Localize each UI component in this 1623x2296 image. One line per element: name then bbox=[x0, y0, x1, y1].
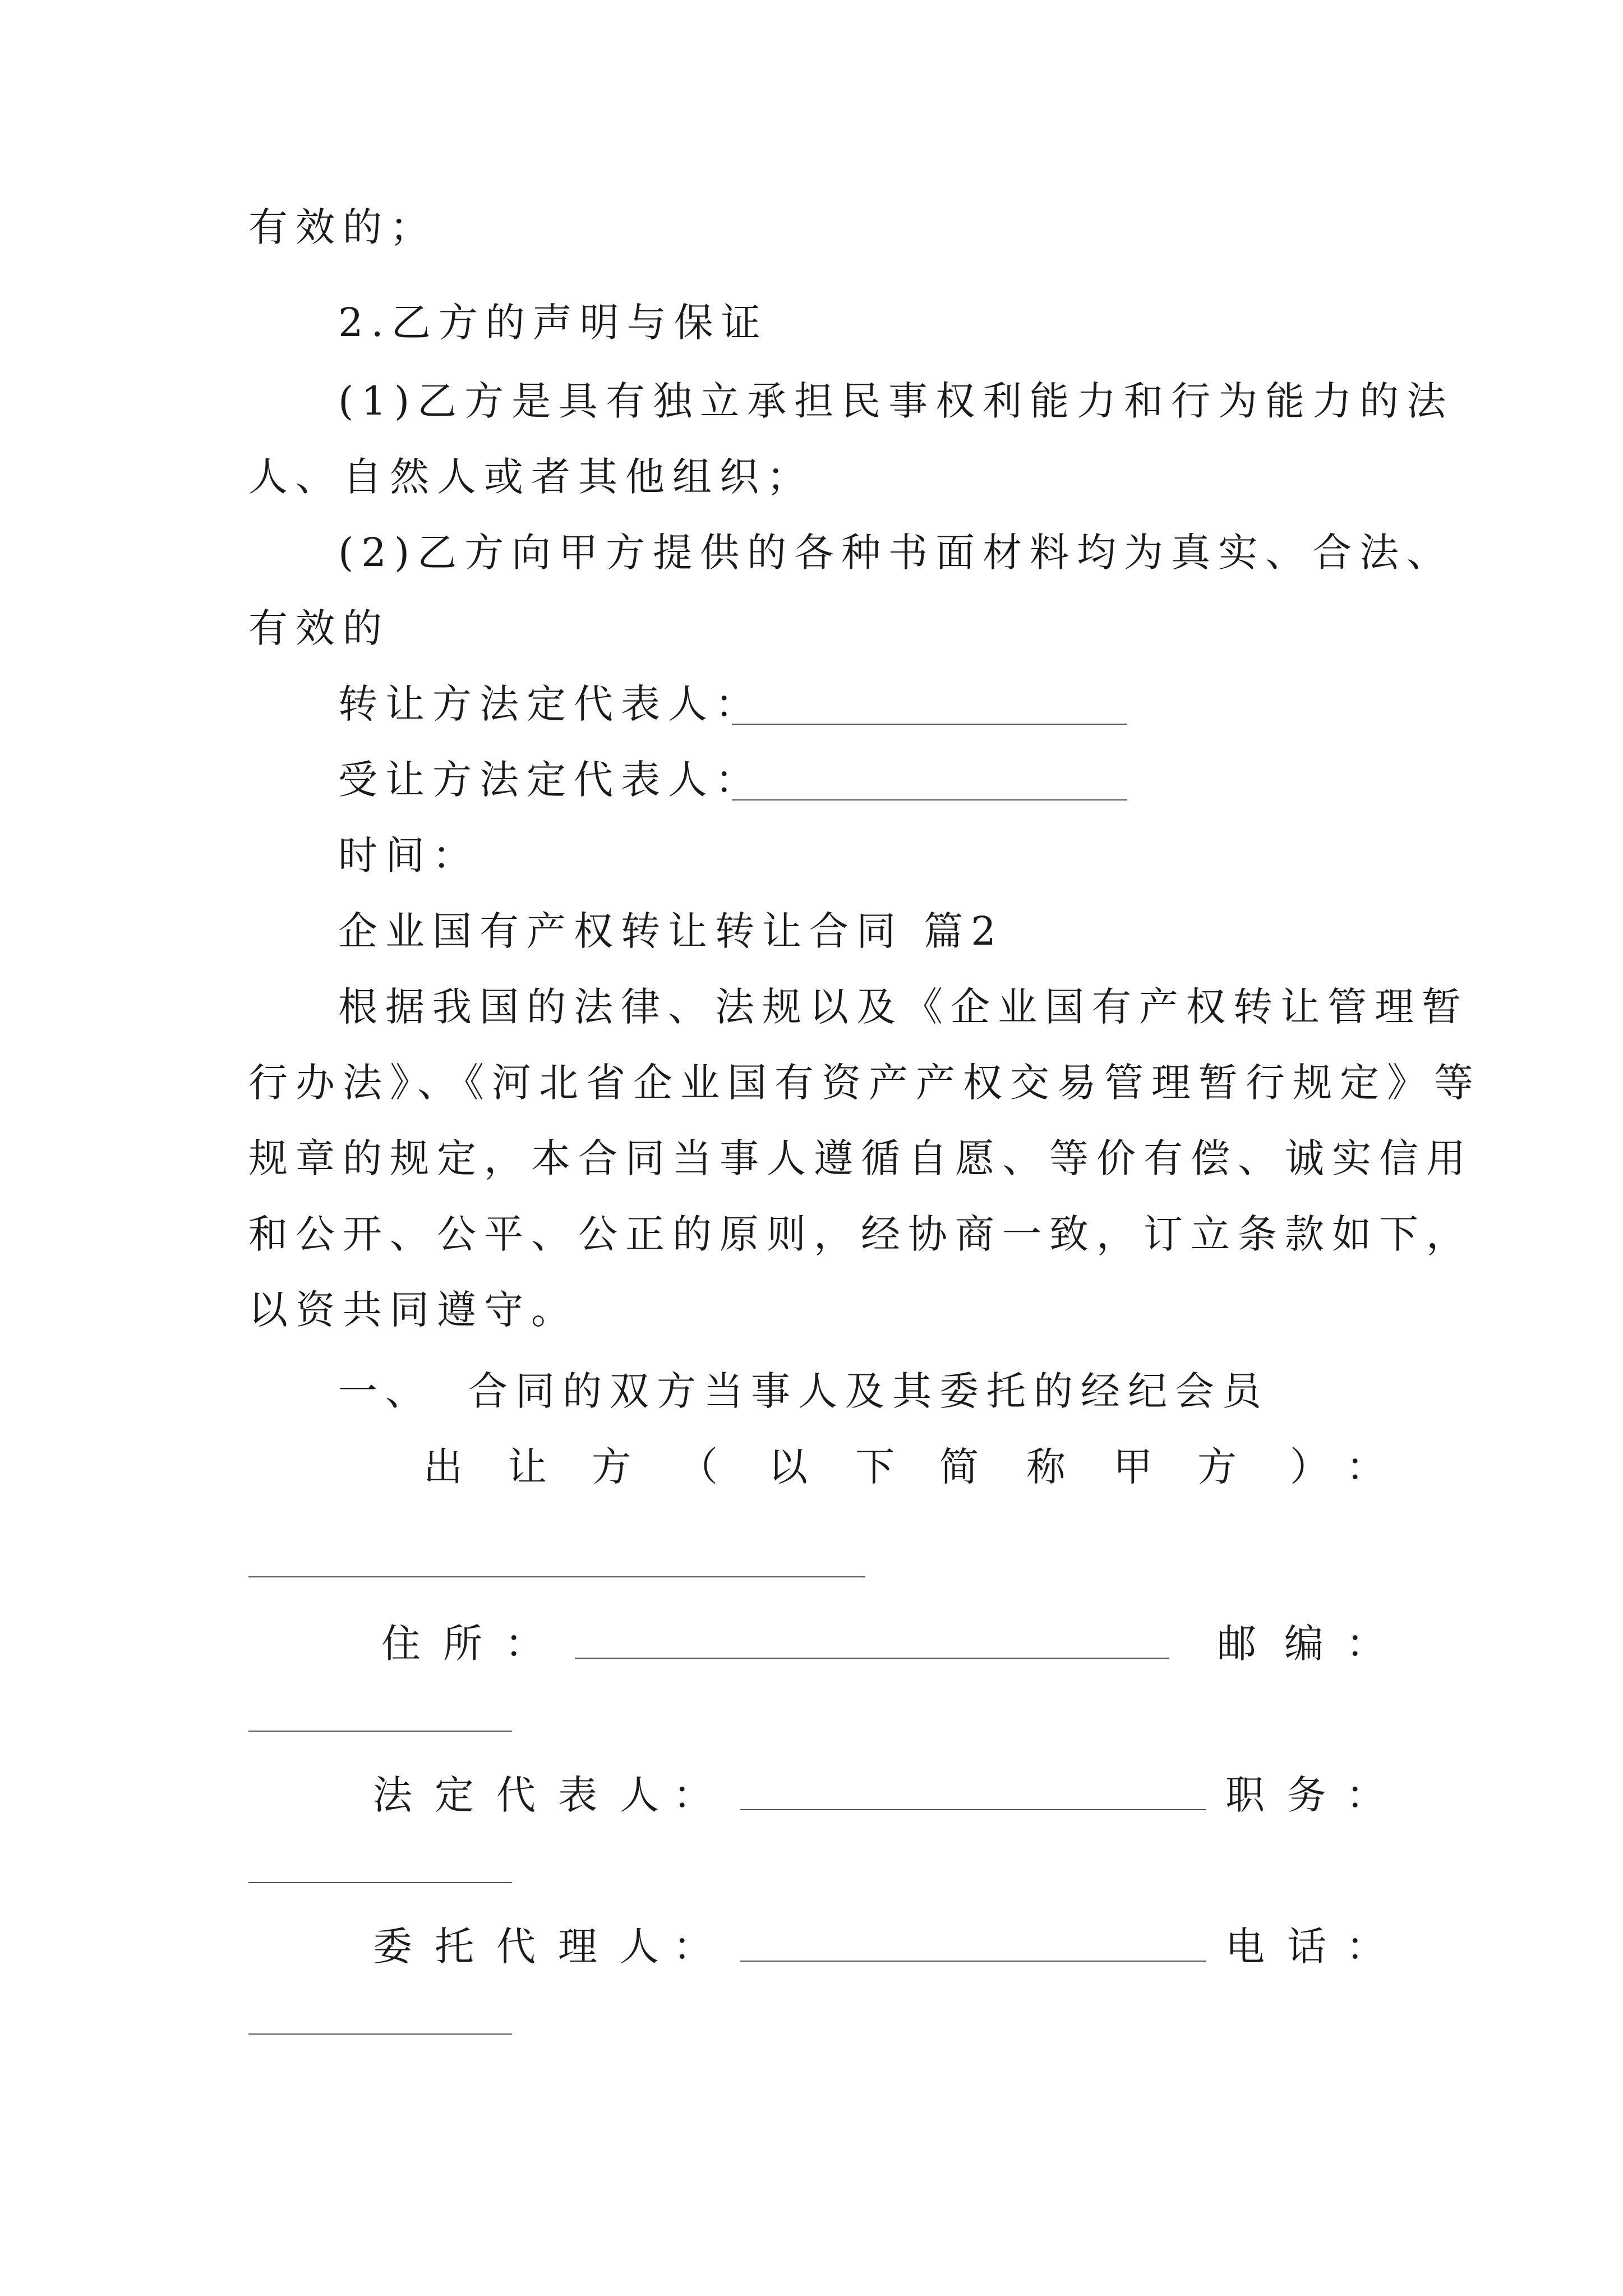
text-line: (2)乙方向甲方提供的各种书面材料均为真实、合法、 bbox=[338, 530, 1454, 576]
label-char: 表 bbox=[558, 1772, 597, 1818]
label-char: 甲 bbox=[1113, 1444, 1152, 1490]
label-char: ： bbox=[505, 1621, 544, 1667]
text-line: 根据我国的法律、法规以及《企业国有产权转让管理暂 bbox=[338, 984, 1469, 1030]
label-char: ） bbox=[1290, 1444, 1329, 1490]
label-char: ： bbox=[1346, 1772, 1385, 1818]
label-char: 托 bbox=[435, 1924, 474, 1970]
position-blank[interactable] bbox=[248, 1882, 512, 1883]
label-char: 方 bbox=[1197, 1444, 1237, 1490]
text-line: 规章的规定，本合同当事人遵循自愿、等价有偿、诚实信用 bbox=[248, 1135, 1473, 1181]
text-line: (1)乙方是具有独立承担民事权利能力和行为能力的法 bbox=[338, 378, 1454, 424]
section-heading: 合同的双方当事人及其委托的经纪会员 bbox=[468, 1368, 1269, 1414]
label-char: 理 bbox=[558, 1924, 597, 1970]
transferor-rep-label: 转让方法定代表人： bbox=[338, 681, 762, 727]
label-char: 人 bbox=[620, 1772, 659, 1818]
label-char: 所 bbox=[443, 1621, 482, 1667]
transferee-rep-label: 受让方法定代表人： bbox=[338, 757, 762, 803]
label-char: ： bbox=[1346, 1444, 1385, 1490]
text-line: 人、自然人或者其他组织； bbox=[248, 454, 814, 500]
transferor-blank[interactable] bbox=[248, 1576, 865, 1577]
label-char: 务 bbox=[1287, 1772, 1326, 1818]
label-char: ： bbox=[673, 1924, 712, 1970]
label-char: 出 bbox=[423, 1444, 463, 1490]
label-char: 方 bbox=[592, 1444, 631, 1490]
label-char: 委 bbox=[373, 1924, 412, 1970]
label-char: ： bbox=[1346, 1924, 1385, 1970]
text-line: 行办法》、《河北省企业国有资产产权交易管理暂行规定》等 bbox=[248, 1060, 1481, 1106]
label-char: 代 bbox=[496, 1772, 536, 1818]
section-number: 一、 bbox=[338, 1368, 432, 1414]
contract-title: 企业国有产权转让转让合同 篇2 bbox=[338, 908, 1004, 954]
label-char: （ bbox=[679, 1444, 718, 1490]
legal-rep-blank[interactable] bbox=[740, 1809, 1206, 1810]
label-char: 定 bbox=[435, 1772, 474, 1818]
address-blank[interactable] bbox=[575, 1658, 1169, 1659]
text-line: 和公开、公平、公正的原则，经协商一致，订立条款如下， bbox=[248, 1211, 1473, 1257]
label-char: 人 bbox=[620, 1924, 659, 1970]
label-char: 编 bbox=[1284, 1621, 1324, 1667]
label-char: 邮 bbox=[1217, 1621, 1256, 1667]
label-char: ： bbox=[1346, 1621, 1385, 1667]
phone-blank[interactable] bbox=[248, 2033, 512, 2035]
label-char: 简 bbox=[939, 1444, 979, 1490]
text-line: 以资共同遵守。 bbox=[248, 1287, 578, 1333]
text-line: 有效的 bbox=[248, 605, 390, 651]
postcode-blank[interactable] bbox=[248, 1731, 512, 1732]
label-char: 话 bbox=[1287, 1924, 1326, 1970]
label-char: 住 bbox=[381, 1621, 421, 1667]
label-char: 电 bbox=[1225, 1924, 1265, 1970]
label-char: 让 bbox=[508, 1444, 547, 1490]
text-line: 有效的； bbox=[248, 204, 437, 250]
agent-blank[interactable] bbox=[740, 1961, 1206, 1962]
transferor-rep-blank[interactable] bbox=[732, 724, 1127, 725]
label-char: ： bbox=[673, 1772, 712, 1818]
label-char: 以 bbox=[768, 1444, 808, 1490]
label-char: 称 bbox=[1026, 1444, 1066, 1490]
date-label: 时间： bbox=[338, 832, 479, 878]
section-heading: 2.乙方的声明与保证 bbox=[338, 300, 768, 346]
label-char: 法 bbox=[373, 1772, 412, 1818]
transferee-rep-blank[interactable] bbox=[732, 799, 1127, 800]
label-char: 代 bbox=[496, 1924, 536, 1970]
label-char: 下 bbox=[855, 1444, 895, 1490]
label-char: 职 bbox=[1225, 1772, 1265, 1818]
